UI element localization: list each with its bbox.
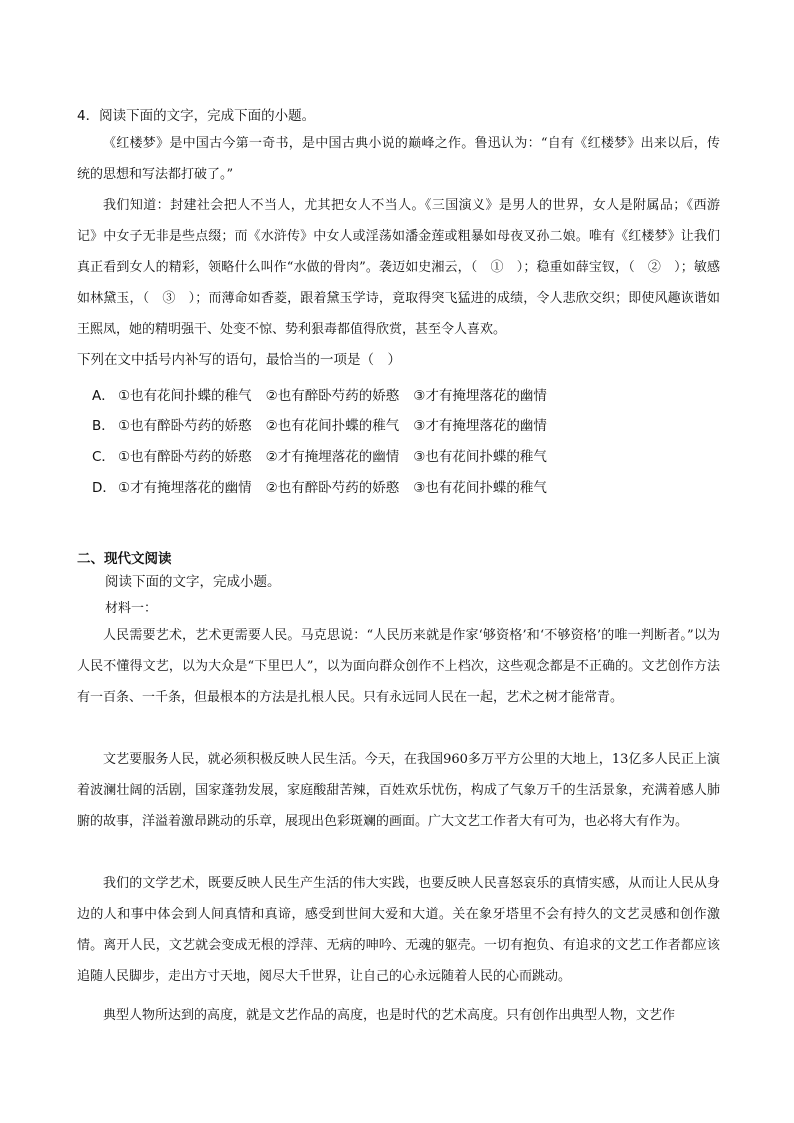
option-item: ③才有掩埋落花的幽情 xyxy=(413,418,547,434)
option-d[interactable] xyxy=(92,476,561,496)
option-item: ①才有掩埋落花的幽情 xyxy=(118,480,252,496)
option-letter: D． xyxy=(92,480,116,496)
option-b[interactable] xyxy=(92,414,561,434)
material-label: 材料一： xyxy=(105,601,158,616)
material-paragraph: 典型人物所达到的高度，就是文艺作品的高度，也是时代的艺术高度。只有创作出典型人物，文艺作 xyxy=(103,1008,676,1023)
question-4-prompt: 下列在文中括号内补写的语句，最恰当的一项是（ ） xyxy=(77,352,401,368)
material-paragraph: 我们的文学艺术，既要反映人民生产生活的伟大实践，也要反映人民喜怒哀乐的真情实感，从而让人民从身边的人和事中体会到人间真情和真谛，感受到世间大爱和大道。关在象牙塔里不会有持久的文艺灵感和创作激情。离开人民，文艺就会变成无根的浮萍、无病的呻吟、无魂的躯壳。一切有抱负、有追求的文艺工作者都应该追随人民脚步，走出方寸天地，阅尽大千世界，让自己的心永远随着人民的心而跳动。 xyxy=(77,876,720,984)
option-a[interactable] xyxy=(92,384,561,404)
option-item: ②也有醉卧芍药的娇憨 xyxy=(265,388,400,404)
option-item: ③也有花间扑蝶的稚气 xyxy=(413,449,547,465)
section-instruction: 阅读下面的文字，完成小题。 xyxy=(105,574,281,590)
option-letter: C． xyxy=(92,449,115,465)
option-item: ③也有花间扑蝶的稚气 xyxy=(413,480,547,496)
material-paragraph: 文艺要服务人民，就必须积极反映人民生活。今天，在我国960多万平方公里的大地上，13亿多人民正上演着波澜壮阔的活剧，国家蓬勃发展，家庭酸甜苦辣，百姓欢乐忧伤，构成了气象万千的生活景象，充满着感人肺腑的故事，洋溢着激昂跳动的乐章，展现出色彩斑斓的画面。广大文艺工作者大有可为，也必将大有作为。 xyxy=(77,752,720,829)
option-letter: B． xyxy=(92,418,115,434)
question-4-title: 4．阅读下面的文字，完成下面的小题。 xyxy=(77,108,316,124)
option-letter: A． xyxy=(92,388,115,404)
option-item: ②也有花间扑蝶的稚气 xyxy=(265,418,400,434)
material-paragraph: 人民需要艺术，艺术更需要人民。马克思说：“人民历来就是作家‘够资格’和‘不够资格’的唯一判断者。”以为人民不懂得文艺，以为大众是“下里巴人”，以为面向群众创作不上档次，这些观念都是不正确的。文艺创作方法有一百条、一千条，但最根本的方法是扎根人民。只有永远同人民在一起，艺术之树才能常青。 xyxy=(77,628,720,705)
option-item: ②才有掩埋落花的幽情 xyxy=(265,449,400,465)
section-heading: 二、现代文阅读 xyxy=(77,551,172,567)
option-item: ③才有掩埋落花的幽情 xyxy=(413,388,547,404)
question-4-passage-paragraph: 《红楼梦》是中国古今第一奇书，是中国古典小说的巅峰之作。鲁迅认为：“自有《红楼梦》出来以后，传统的思想和写法都打破了。” xyxy=(77,136,720,182)
option-item: ②也有醉卧芍药的娇憨 xyxy=(265,480,400,496)
option-c[interactable] xyxy=(92,445,561,465)
option-item: ①也有花间扑蝶的稚气 xyxy=(118,388,252,404)
question-4-passage-paragraph: 我们知道：封建社会把人不当人，尤其把女人不当人。《三国演义》是男人的世界，女人是附属品；《西游记》中女子无非是些点缀；而《水浒传》中女人或淫荡如潘金莲或粗暴如母夜叉孙二娘。唯有《红楼梦》让我们真正看到女人的精彩，领略什么叫作“水做的骨肉”。袭迈如史湘云，（ ① ）；稳重如薛宝钗，（ ② ）；敏感如林黛玉，（ ③ ）；而薄命如香菱，跟着黛玉学诗，竟取得突飞猛进的成绩，令人悲欣交织；即使风趣诙谐如王熙凤，她的精明强干、处变不惊、势利狠毒都值得欣赏，甚至令人喜欢。 xyxy=(77,198,720,337)
option-item: ①也有醉卧芍药的娇憨 xyxy=(118,418,252,434)
option-item: ①也有醉卧芍药的娇憨 xyxy=(118,449,252,465)
